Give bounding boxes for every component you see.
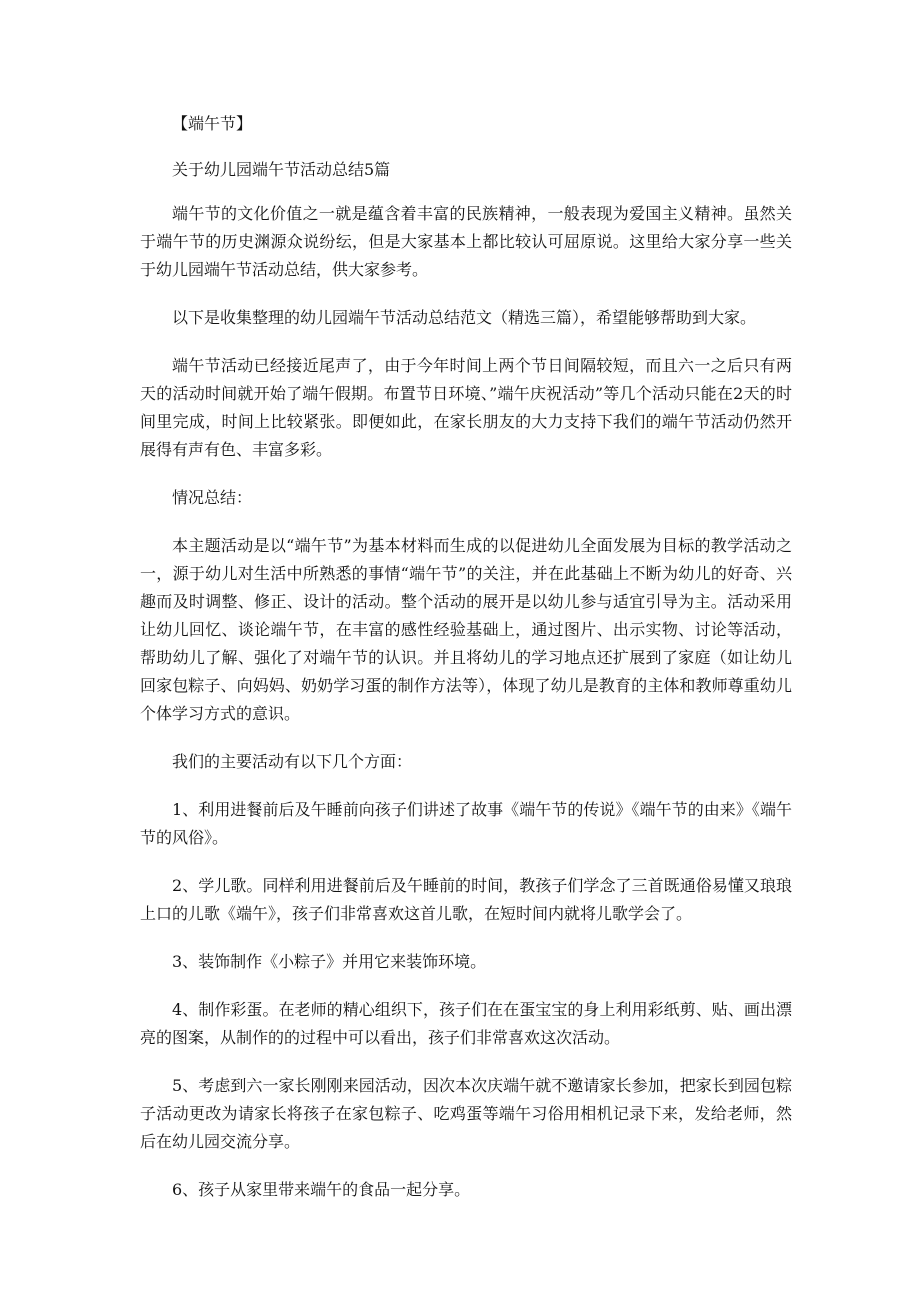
- list-item-activity-2: 2、学儿歌。同样利用进餐前后及午睡前的时间，教孩子们学念了三首既通俗易懂又琅琅上口的儿歌《端午》，孩子们非常喜欢这首儿歌，在短时间内就将儿歌学会了。: [140, 876, 792, 923]
- section-heading-main-activities: 我们的主要活动有以下几个方面：: [172, 752, 413, 771]
- list-item-activity-6: 6、孩子从家里带来端午的食品一起分享。: [172, 1180, 471, 1199]
- document-body: [140, 110, 792, 1224]
- paragraph-theme-summary: 本主题活动是以“端午节”为基本材料而生成的以促进幼儿全面发展为目标的教学活动之一，源于幼儿对生活中所熟悉的事情“端午节”的关注，并在此基础上不断为幼儿的好奇、兴趣而及时调整、修正、设计的活动。整个活动的展开是以幼儿参与适宜引导为主。活动采用让幼儿回忆、谈论端午节，在丰富的感性经验基础上，通过图片、出示实物、讨论等活动，帮助幼儿了解、强化了对端午节的认识。并且将幼儿的学习地点还扩展到了家庭（如让幼儿回家包粽子、向妈妈、奶奶学习蛋的制作方法等），体现了幼儿是教育的主体和教师尊重幼儿个体学习方式的意识。: [140, 536, 792, 723]
- list-item-activity-4: 4、制作彩蛋。在老师的精心组织下，孩子们在在蛋宝宝的身上利用彩纸剪、贴、画出漂亮的图案，从制作的的过程中可以看出，孩子们非常喜欢这次活动。: [140, 1000, 792, 1047]
- document-subtitle: 关于幼儿园端午节活动总结5篇: [172, 160, 391, 179]
- list-item-activity-1: 1、利用进餐前后及午睡前向孩子们讲述了故事《端午节的传说》《端午节的由来》《端午节的风俗》。: [140, 800, 792, 847]
- document-tag: 【端午节】: [172, 114, 253, 133]
- section-heading-summary: 情况总结：: [172, 488, 253, 507]
- list-item-activity-3: 3、装饰制作《小粽子》并用它来装饰环境。: [172, 952, 487, 971]
- paragraph-intro: 端午节的文化价值之一就是蕴含着丰富的民族精神，一般表现为爱国主义精神。虽然关于端午节的历史渊源众说纷纭，但是大家基本上都比较认可屈原说。这里给大家分享一些关于幼儿园端午节活动总结，供大家参考。: [140, 204, 792, 279]
- paragraph-activity-overview: 端午节活动已经接近尾声了，由于今年时间上两个节日间隔较短，而且六一之后只有两天的活动时间就开始了端午假期。布置节日环境、”端午庆祝活动”等几个活动只能在2天的时间里完成，时间上比较紧张。即便如此，在家长朋友的大力支持下我们的端午节活动仍然开展得有声有色、丰富多彩。: [140, 356, 792, 459]
- list-item-activity-5: 5、考虑到六一家长刚刚来园活动，因次本次庆端午就不邀请家长参加，把家长到园包粽子活动更改为请家长将孩子在家包粽子、吃鸡蛋等端午习俗用相机记录下来，发给老师，然后在幼儿园交流分享。: [140, 1076, 792, 1151]
- paragraph-collection-note: 以下是收集整理的幼儿园端午节活动总结范文（精选三篇），希望能够帮助到大家。: [172, 308, 757, 327]
